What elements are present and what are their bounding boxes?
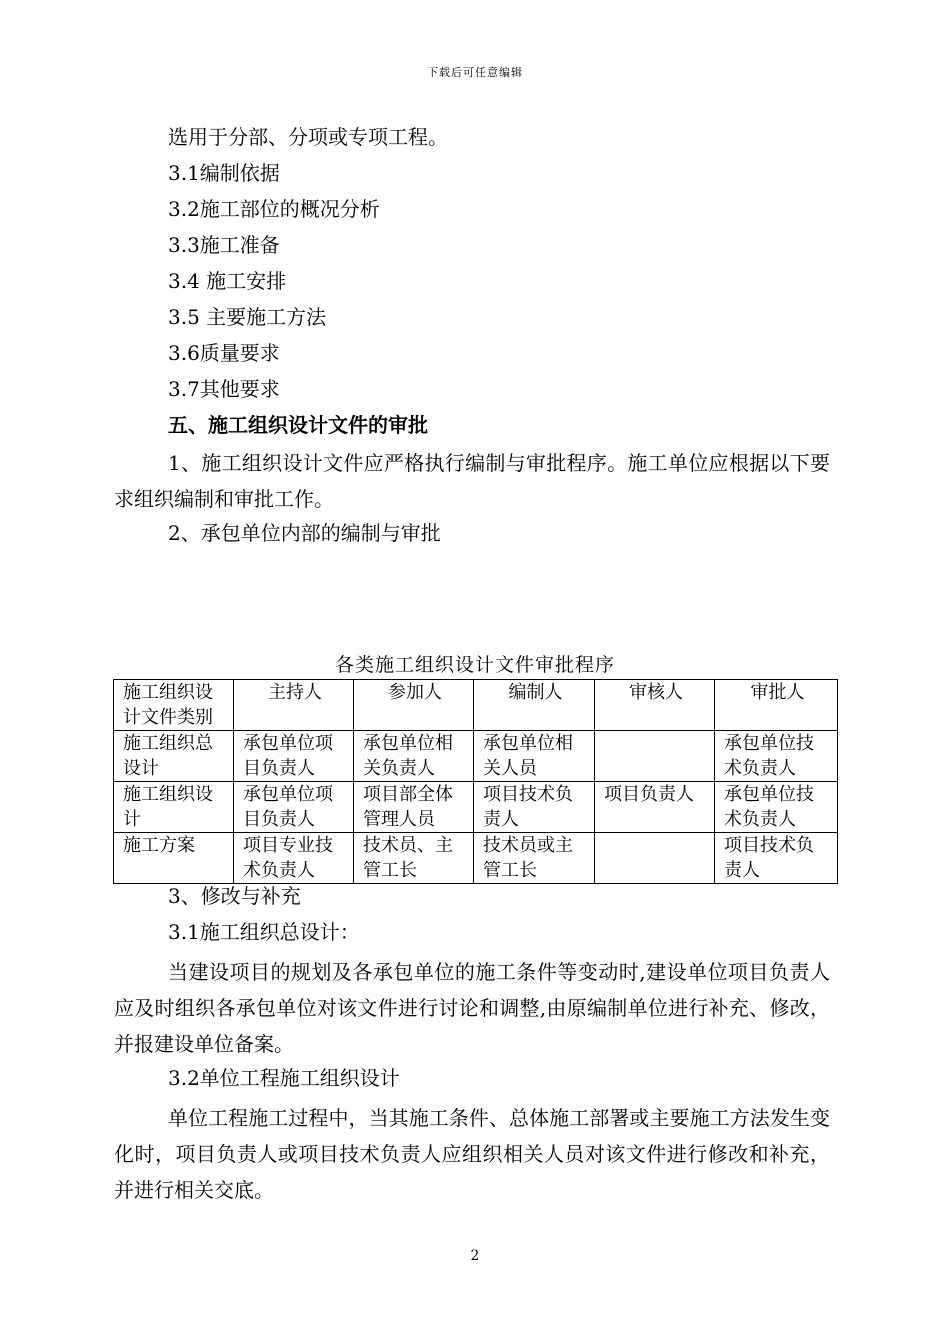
table-cell	[595, 833, 715, 884]
table-cell: 项目部全体管理人员	[354, 782, 474, 833]
table-cell: 承包单位项目负责人	[234, 782, 354, 833]
table-header-row	[114, 680, 838, 731]
text-line: 3.6质量要求	[168, 341, 280, 365]
table-header-cell: 主持人	[234, 680, 354, 731]
table-cell: 承包单位项目负责人	[234, 731, 354, 782]
page-header: 下载后可任意编辑	[427, 66, 523, 79]
table-row	[114, 782, 838, 833]
text-line: 3.2施工部位的概况分析	[168, 197, 380, 221]
paragraph: 1、施工组织设计文件应严格执行编制与审批程序。施工单位应根据以下要求组织编制和审批工作。	[114, 451, 830, 511]
table-header-cell: 编制人	[474, 680, 595, 731]
table-cell: 技术员或主管工长	[474, 833, 595, 884]
table-header-cell: 审批人	[715, 680, 838, 731]
table-cell: 承包单位相关人员	[474, 731, 595, 782]
table-header-cell: 参加人	[354, 680, 474, 731]
table-caption: 各类施工组织设计文件审批程序	[334, 654, 615, 676]
table-row	[114, 833, 838, 884]
table-cell: 施工组织总设计	[114, 731, 234, 782]
text-line: 2、承包单位内部的编制与审批	[168, 521, 441, 545]
table-cell: 施工组织设计	[114, 782, 234, 833]
text-line: 3.5 主要施工方法	[168, 305, 327, 329]
table-cell: 承包单位技术负责人	[715, 782, 838, 833]
table-cell: 技术员、主管工长	[354, 833, 474, 884]
text-line: 选用于分部、分项或专项工程。	[168, 125, 448, 149]
page-number: 2	[470, 1248, 480, 1264]
table-cell: 承包单位技术负责人	[715, 731, 838, 782]
table-cell: 项目技术负责人	[715, 833, 838, 884]
table-cell: 项目负责人	[595, 782, 715, 833]
table-header-cell: 审核人	[595, 680, 715, 731]
table-cell: 施工方案	[114, 833, 234, 884]
paragraph: 单位工程施工过程中，当其施工条件、总体施工部署或主要施工方法发生变化时，项目负责人或项目技术负责人应组织相关人员对该文件进行修改和补充，并进行相关交底。	[114, 1106, 830, 1202]
text-line: 3、修改与补充	[168, 884, 301, 908]
table-header-cell: 施工组织设计文件类别	[114, 680, 234, 731]
section-heading: 五、施工组织设计文件的审批	[168, 413, 428, 437]
text-line: 3.1编制依据	[168, 161, 280, 185]
approval-table	[113, 679, 838, 884]
text-line: 3.7其他要求	[168, 377, 280, 401]
paragraph: 当建设项目的规划及各承包单位的施工条件等变动时,建设单位项目负责人应及时组织各承包单位对该文件进行讨论和调整,由原编制单位进行补充、修改，并报建设单位备案。	[114, 960, 830, 1056]
text-line: 3.2单位工程施工组织设计	[168, 1066, 400, 1090]
table-cell: 项目技术负责人	[474, 782, 595, 833]
table-cell: 承包单位相关负责人	[354, 731, 474, 782]
table-cell	[595, 731, 715, 782]
text-line: 3.3施工准备	[168, 233, 280, 257]
table-row	[114, 731, 838, 782]
table-cell: 项目专业技术负责人	[234, 833, 354, 884]
text-line: 3.4 施工安排	[168, 269, 287, 293]
text-line: 3.1施工组织总设计：	[168, 920, 360, 944]
